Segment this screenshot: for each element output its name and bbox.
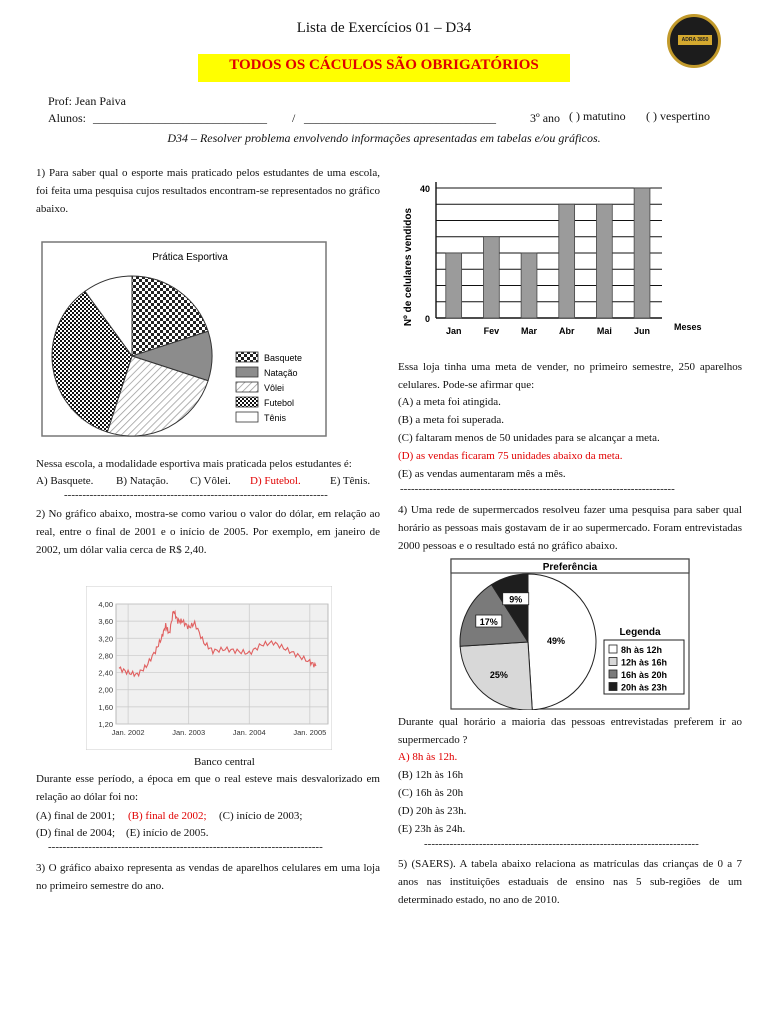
q2-question: Durante esse período, a época em que o real esteve mais desvalorizado em relação ao dólar foi no: xyxy=(36,773,380,803)
q4-option-d[interactable]: (D) 20h às 23h. xyxy=(398,805,467,817)
q3-xlabel-1: Fev xyxy=(483,326,500,336)
q3-bar-chart xyxy=(396,168,712,346)
q3-bar-abr xyxy=(559,204,575,318)
q2-ytick-1: 1,60 xyxy=(98,702,113,712)
q3-xlabel-5: Jun xyxy=(634,326,651,336)
q4-question: Durante qual horário a maioria das pessoas entrevistadas preferem ir ao supermercado ? xyxy=(398,716,742,746)
logo-text: ADRA 3850 xyxy=(681,37,709,43)
q3-option-d[interactable]: (D) as vendas ficaram 75 unidades abaixo da meta. xyxy=(398,450,623,462)
q1-legend-label-3: Futebol xyxy=(264,398,295,408)
q2-option-a[interactable]: (A) final de 2001; xyxy=(36,810,116,822)
q4-chart-title: Preferência xyxy=(542,562,598,573)
q4-option-e[interactable]: (E) 23h às 24h. xyxy=(398,823,466,835)
q1-option-a[interactable]: A) Basquete. xyxy=(36,475,94,487)
matutino-option[interactable]: ( ) matutino xyxy=(569,109,626,123)
q5-text: 5) (SAERS). A tabela abaixo relaciona as matrículas das crianças de 0 a 7 anos nas instituições estaduais de ensino nas 5 sub-regiões de um determinado estado, no ano de 2010. xyxy=(398,858,742,906)
separator-1: ------------------------------------------------------------------------ xyxy=(64,489,328,501)
q4-text: 4) Uma rede de supermercados resolveu fazer uma pesquisa para saber qual horário as pessoas mais gostavam de ir ao supermercado. Foram entrevistadas 2000 pessoas e o resultado está no gráfico abaixo. xyxy=(398,504,742,552)
q1-legend-swatch-1 xyxy=(236,367,258,377)
separator-3: --------------------------------------------------------------------------- xyxy=(400,483,675,495)
q3-ytick-0: 0 xyxy=(424,314,430,324)
q1-legend-swatch-3 xyxy=(236,397,258,407)
q2-ytick-7: 4,00 xyxy=(98,600,113,609)
q4-option-c[interactable]: (C) 16h às 20h xyxy=(398,787,464,799)
q2-text: 2) No gráfico abaixo, mostra-se como variou o valor do dólar, em relação ao real, entre o final de 2001 e o início de 2005. Por exemplo, em janeiro de 2002, um dólar valia cerca de R$ 2,40. xyxy=(36,508,380,556)
q3-option-b[interactable]: (B) a meta foi superada. xyxy=(398,414,504,426)
q3-question: Essa loja tinha uma meta de vender, no primeiro semestre, 250 aparelhos celulares. Pode-se afirmar que: xyxy=(398,361,742,391)
ano-label: 3º ano xyxy=(530,111,561,125)
descriptor-text: D34 – Resolver problema envolvendo informações apresentadas em tabelas e/ou gráficos. xyxy=(167,131,601,145)
q1-question: Nessa escola, a modalidade esportiva mais praticada pelos estudantes é: xyxy=(36,458,352,470)
q2-ytick-2: 2,00 xyxy=(98,685,113,695)
q2-option-b[interactable]: (B) final de 2002; xyxy=(128,810,207,822)
q3-bar-fev xyxy=(483,237,499,318)
q2-xtick-3: Jan. 2005 xyxy=(293,728,327,737)
q3-bar-jun xyxy=(634,188,650,318)
q1-option-d[interactable]: D) Futebol. xyxy=(250,475,301,487)
q2-xtick-0: Jan. 2002 xyxy=(111,728,145,737)
q4-legend-swatch-0 xyxy=(609,645,617,653)
q2-xtick-2: Jan. 2004 xyxy=(232,728,266,737)
q2-option-e[interactable]: (E) início de 2005. xyxy=(126,827,209,839)
q4-option-b[interactable]: (B) 12h às 16h xyxy=(398,769,464,781)
q1-option-c[interactable]: C) Vôlei. xyxy=(190,475,231,487)
q1-legend-label-4: Tênis xyxy=(264,413,287,423)
q1-option-b[interactable]: B) Natação. xyxy=(116,475,169,487)
q4-slice-label-1: 25% xyxy=(489,670,508,681)
alunos-label: Alunos: xyxy=(48,111,87,125)
q4-legend-label-2: 16h às 20h xyxy=(621,670,668,680)
q2-ytick-5: 3,20 xyxy=(98,634,113,644)
q2-ytick-4: 2,80 xyxy=(98,651,113,661)
prof-label: Prof: Jean Paiva xyxy=(48,94,126,108)
q1-legend-swatch-0 xyxy=(236,352,258,362)
q3-bars xyxy=(403,182,702,336)
q4-legend-title: Legenda xyxy=(619,627,661,638)
q3-option-c[interactable]: (C) faltaram menos de 50 unidades para se alcançar a meta. xyxy=(398,432,660,444)
q1-legend-swatch-2 xyxy=(236,382,258,392)
q2-option-c[interactable]: (C) início de 2003; xyxy=(219,810,303,822)
q3-xlabel-2: Mar xyxy=(521,326,538,336)
q4-option-a[interactable]: A) 8h às 12h. xyxy=(398,751,458,763)
q3-yaxis-label: Nº de celulares vendidos xyxy=(403,207,414,327)
q4-legend-swatch-1 xyxy=(609,658,617,666)
q3-bar-mar xyxy=(521,253,537,318)
q3-option-a[interactable]: (A) a meta foi atingida. xyxy=(398,396,501,408)
q4-legend-label-1: 12h às 16h xyxy=(621,657,668,668)
q3-xlabel-4: Mai xyxy=(596,326,612,336)
separator-2: --------------------------------------------------------------------------- xyxy=(48,841,323,853)
q2-option-d[interactable]: (D) final de 2004; xyxy=(36,827,116,839)
q3-xlabel-3: Abr xyxy=(558,326,575,336)
q3-bar-jan xyxy=(446,253,462,318)
q3-ytick-40: 40 xyxy=(419,184,430,194)
page-title: Lista de Exercícios 01 – D34 xyxy=(296,20,472,36)
separator-4: --------------------------------------------------------------------------- xyxy=(424,838,699,850)
q1-legend-label-0: Basquete xyxy=(264,353,303,363)
banner-text: TODOS OS CÁCULOS SÃO OBRIGATÓRIOS xyxy=(229,57,539,73)
q2-ytick-6: 3,60 xyxy=(98,617,113,627)
q2-ytick-0: 1,20 xyxy=(98,720,113,729)
q3-xlabel-0: Jan xyxy=(445,326,462,336)
q3-bar-mai xyxy=(596,204,612,318)
q2-caption: Banco central xyxy=(194,756,255,768)
q1-chart-title: Prática Esportiva xyxy=(152,252,228,263)
q4-pie-slices xyxy=(460,574,596,710)
q4-slice-label-0: 49% xyxy=(546,636,565,647)
q2-xtick-1: Jan. 2003 xyxy=(172,728,206,737)
q1-text: 1) Para saber qual o esporte mais praticado pelos estudantes de uma escola, foi feita uma pesquisa cujos resultados encontram-se representados no gráfico abaixo. xyxy=(36,167,380,215)
q4-slice-label-3: 9% xyxy=(509,594,523,605)
q1-legend-label-1: Natação xyxy=(264,368,298,378)
q3-option-e[interactable]: (E) as vendas aumentaram mês a mês. xyxy=(398,468,566,480)
q2-ytick-3: 2,40 xyxy=(98,668,113,678)
q4-slice-label-2: 17% xyxy=(479,617,498,628)
q1-legend-label-2: Vôlei xyxy=(264,383,285,393)
q4-pie-chart xyxy=(450,558,690,710)
q2-line-chart xyxy=(86,586,332,750)
alunos-line-1[interactable]: _____________________________ xyxy=(93,111,267,125)
vespertino-option[interactable]: ( ) vespertino xyxy=(646,109,710,123)
q4-legend-swatch-3 xyxy=(609,683,617,691)
q3-xaxis-label: Meses xyxy=(674,322,702,332)
q1-pie-chart xyxy=(40,240,328,438)
alunos-slash: / xyxy=(292,111,296,125)
q3-text: 3) O gráfico abaixo representa as vendas de aparelhos celulares em uma loja no primeiro semestre do ano. xyxy=(36,862,380,892)
q1-legend-swatch-4 xyxy=(236,412,258,422)
q1-option-e[interactable]: E) Tênis. xyxy=(330,475,371,487)
q4-legend-swatch-2 xyxy=(609,670,617,678)
q4-legend-label-0: 8h às 12h xyxy=(621,645,663,655)
alunos-line-2[interactable]: ________________________________ xyxy=(304,111,496,125)
q4-legend-label-3: 20h às 23h xyxy=(621,682,668,693)
q1-pie-slices xyxy=(52,276,212,436)
